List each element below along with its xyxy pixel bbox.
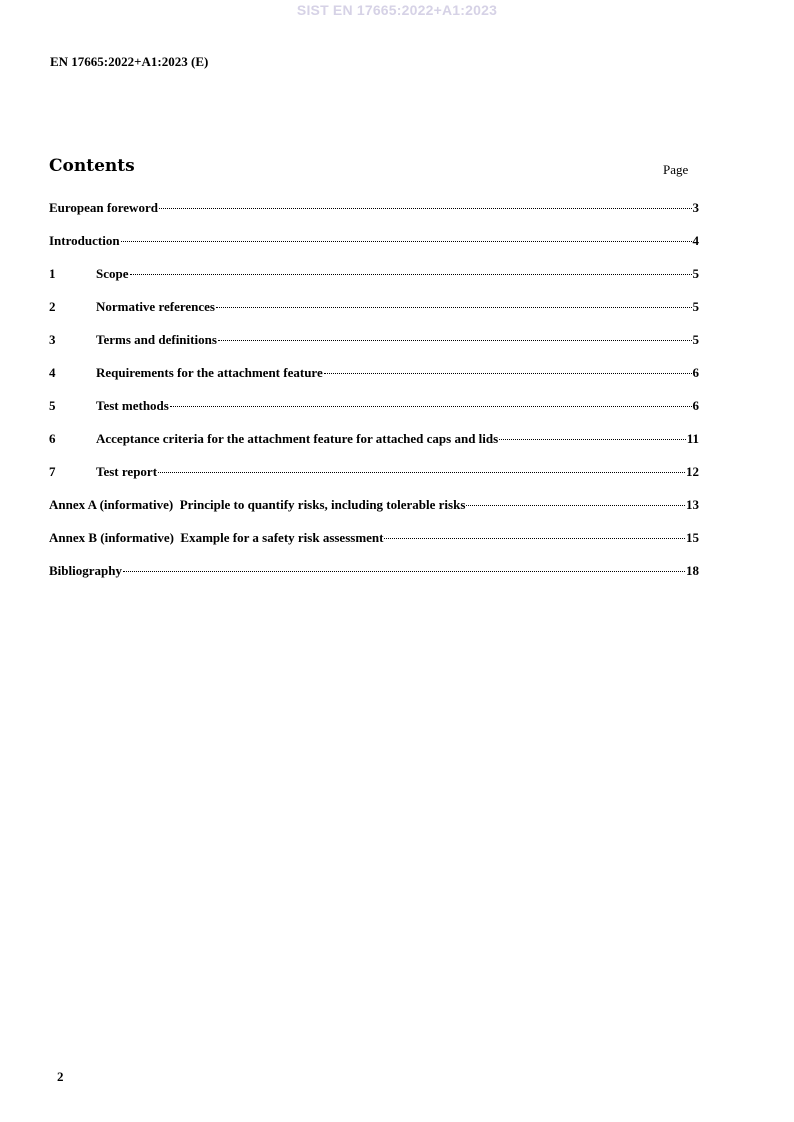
toc-entry[interactable] [49,530,699,563]
toc-entry[interactable] [49,233,699,266]
toc-entry[interactable] [49,200,699,233]
toc-leader-dots [130,274,692,275]
toc-entry-number: 5 [49,398,56,413]
toc-leader-dots [384,538,685,539]
toc-entry-page: 12 [686,464,699,479]
toc-entry-title: Bibliography [49,563,122,578]
toc-entry-number: 6 [49,431,56,446]
toc-entry-number: 2 [49,299,56,314]
toc-entry-title: European foreword [49,200,158,215]
table-of-contents [49,200,699,596]
toc-entry-page: 5 [692,299,699,314]
toc-entry[interactable] [49,332,699,365]
contents-heading: Contents [49,156,135,176]
toc-leader-dots [123,571,685,572]
toc-entry-title: Normative references [96,299,215,314]
page-column-label: Page [663,162,689,177]
toc-entry-page: 6 [692,398,699,413]
toc-entry-title: Scope [96,266,129,281]
toc-entry-page: 13 [686,497,699,512]
toc-leader-dots [159,208,692,209]
toc-entry-number: 3 [49,332,56,347]
toc-entry-page: 5 [692,266,699,281]
toc-entry-number: 1 [49,266,56,281]
toc-entry[interactable] [49,464,699,497]
page-number: 2 [57,1069,64,1084]
toc-entry[interactable] [49,299,699,332]
toc-leader-dots [499,439,686,440]
toc-entry-page: 11 [686,431,699,446]
watermark: SIST EN 17665:2022+A1:2023 [296,2,498,18]
toc-leader-dots [218,340,692,341]
toc-leader-dots [324,373,692,374]
toc-entry-page: 5 [692,332,699,347]
toc-leader-dots [121,241,692,242]
document-identifier: EN 17665:2022+A1:2023 (E) [50,54,209,69]
toc-entry-title: Annex A (informative) Principle to quantify risks, including tolerable risks [49,497,466,512]
toc-entry-page: 4 [692,233,699,248]
toc-entry-page: 18 [686,563,699,578]
toc-entry-title: Terms and definitions [96,332,217,347]
toc-entry-page: 15 [686,530,699,545]
toc-entry-title: Test report [96,464,158,479]
toc-entry-title: Acceptance criteria for the attachment feature for attached caps and lids [96,431,499,446]
toc-entry-title: Test methods [96,398,169,413]
toc-entry-number: 7 [49,464,56,479]
toc-leader-dots [216,307,692,308]
toc-entry[interactable] [49,266,699,299]
toc-entry-number: 4 [49,365,56,380]
toc-leader-dots [158,472,685,473]
toc-entry[interactable] [49,563,699,596]
toc-entry[interactable] [49,497,699,530]
toc-entry[interactable] [49,398,699,431]
toc-entry[interactable] [49,365,699,398]
toc-entry-title: Introduction [49,233,120,248]
toc-entry-page: 6 [692,365,699,380]
toc-entry[interactable] [49,431,699,464]
toc-entry-title: Requirements for the attachment feature [96,365,323,380]
toc-leader-dots [466,505,685,506]
toc-leader-dots [170,406,692,407]
toc-entry-page: 3 [692,200,699,215]
toc-entry-title: Annex B (informative) Example for a safety risk assessment [49,530,384,545]
